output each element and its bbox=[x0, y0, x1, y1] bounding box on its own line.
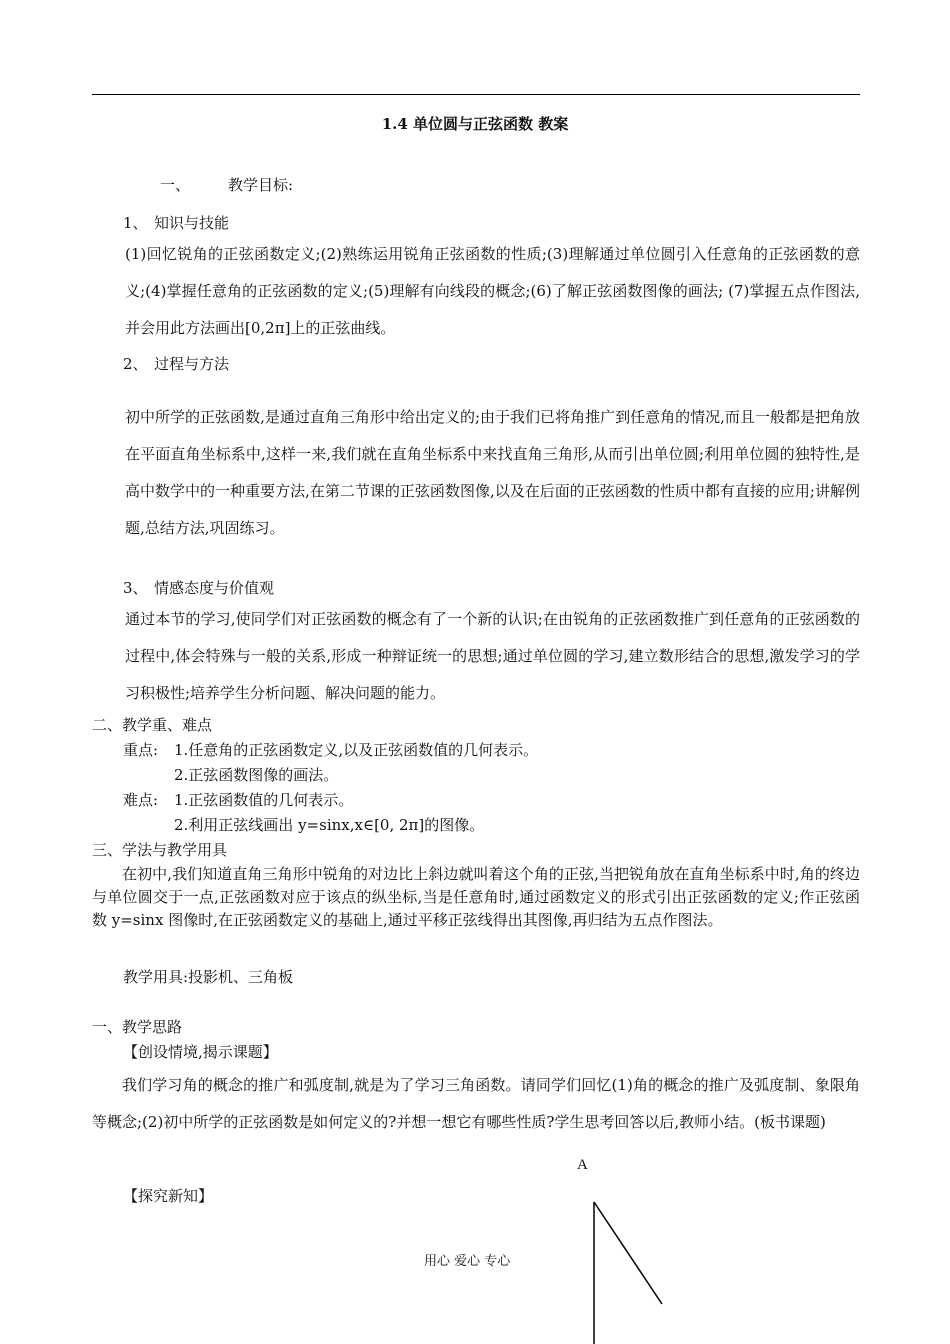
key-point-2: 2.正弦函数图像的画法。 bbox=[174, 766, 339, 784]
subsection-3-number: 3、 bbox=[123, 579, 148, 597]
section-3-paragraph: 在初中,我们知道直角三角形中锐角的对边比上斜边就叫着这个角的正弦,当把锐角放在直角坐标系中时,角的终边与单位圆交于一点,正弦函数对应于该点的纵坐标,当是任意角时,通过函数定义的形式引出正弦函数的定义;作正弦函数 y=sinx 图像时,在正弦函数定义的基础上,通过平移正弦线得出其图像,再归结为五点作图法。 bbox=[92, 865, 860, 929]
page-title: 1.4 单位圆与正弦函数 教案 bbox=[381, 115, 569, 133]
key-point-1: 1.任意角的正弦函数定义,以及正弦函数值的几何表示。 bbox=[174, 741, 539, 759]
subsection-3-paragraph: 通过本节的学习,使同学们对正弦函数的概念有了一个新的认识;在由锐角的正弦函数推广到任意角的正弦函数的过程中,体会特殊与一般的关系,形成一种辩证统一的思想;通过单位圆的学习,建立数形结合的思想,激发学习的学习积极性;培养学生分析问题、解决问题的能力。 bbox=[125, 610, 860, 702]
difficult-point-1: 1.正弦函数值的几何表示。 bbox=[174, 791, 354, 809]
subsection-1-heading: 知识与技能 bbox=[154, 214, 230, 232]
bracket-heading-context: 【创设情境,揭示课题】 bbox=[123, 1043, 278, 1061]
difficult-point-2: 2.利用正弦线画出 y=sinx,x∈[0, 2π]的图像。 bbox=[174, 816, 485, 834]
section-4-heading: 一、教学思路 bbox=[92, 1018, 183, 1036]
subsection-3-heading: 情感态度与价值观 bbox=[154, 579, 275, 597]
bracket-heading-explore: 【探究新知】 bbox=[123, 1187, 214, 1205]
section-1-number: 一、 bbox=[160, 176, 191, 194]
subsection-2-number: 2、 bbox=[123, 355, 148, 373]
subsection-1-paragraph: (1)回忆锐角的正弦函数定义;(2)熟练运用锐角正弦函数的性质;(3)理解通过单位圆引入任意角的正弦函数的意义;(4)掌握任意角的正弦函数的定义;(5)理解有向线段的概念;(6)了解正弦函数图像的画法; (7)掌握五点作图法,并会用此方法画出[0,2π]上的正弦曲线。 bbox=[125, 245, 860, 337]
figure-label-a: A bbox=[577, 1157, 588, 1173]
subsection-2-heading: 过程与方法 bbox=[154, 355, 230, 373]
page-footer: 用心 爱心 专心 bbox=[424, 1254, 511, 1269]
triangle-hypotenuse bbox=[594, 1202, 662, 1304]
difficult-points-label: 难点: bbox=[123, 791, 159, 809]
subsection-1-number: 1、 bbox=[123, 214, 148, 232]
section-2-heading: 二、教学重、难点 bbox=[92, 716, 213, 734]
section-4-paragraph: 我们学习角的概念的推广和弧度制,就是为了学习三角函数。请同学们回忆(1)角的概念的推广及弧度制、象限角等概念;(2)初中所学的正弦函数是如何定义的?并想一想它有哪些性质?学生思考回答以后,教师小结。(板书课题) bbox=[92, 1076, 860, 1131]
key-points-label: 重点: bbox=[123, 741, 159, 759]
section-1-heading: 教学目标: bbox=[228, 176, 294, 194]
subsection-2-paragraph: 初中所学的正弦函数,是通过直角三角形中给出定义的;由于我们已将角推广到任意角的情况,而且一般都是把角放在平面直角坐标系中,这样一来,我们就在直角坐标系中来找直角三角形,从而引出单位圆;利用单位圆的独特性,是高中数学中的一种重要方法,在第二节课的正弦函数图像,以及在后面的正弦函数的性质中都有直接的应用;讲解例题,总结方法,巩固练习。 bbox=[125, 408, 860, 537]
header-rule bbox=[92, 94, 860, 95]
section-3-heading: 三、学法与教学用具 bbox=[92, 841, 228, 859]
teaching-tools: 教学用具:投影机、三角板 bbox=[123, 968, 294, 986]
